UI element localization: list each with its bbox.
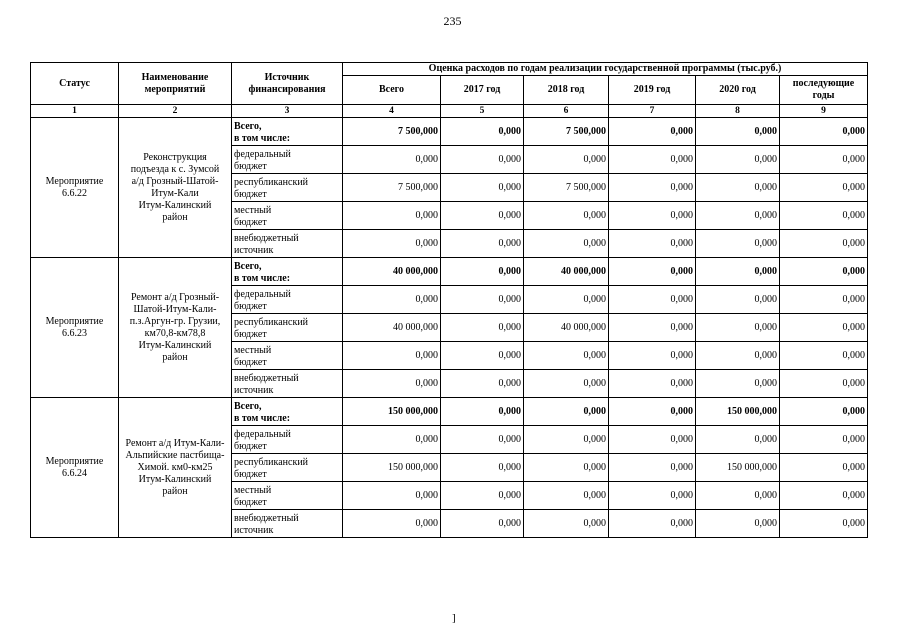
column-number: 6 xyxy=(524,105,609,118)
event-name: Реконструкция подъезда к с. Зумсой а/д Грозный-Шатой- Итум-Кали Итум-Калинский район xyxy=(119,118,232,258)
footer-mark: ] xyxy=(452,612,456,624)
header-year-2020: 2020 год xyxy=(696,76,780,105)
funding-source: местный бюджет xyxy=(232,202,343,230)
header-later-years: последующие годы xyxy=(780,76,868,105)
amount-cell: 150 000,000 xyxy=(343,454,441,482)
amount-cell: 40 000,000 xyxy=(343,258,441,286)
amount-cell: 0,000 xyxy=(696,426,780,454)
amount-cell: 0,000 xyxy=(441,454,524,482)
funding-source: федеральный бюджет xyxy=(232,286,343,314)
amount-cell: 0,000 xyxy=(780,202,868,230)
amount-cell: 150 000,000 xyxy=(696,454,780,482)
amount-cell: 0,000 xyxy=(696,314,780,342)
amount-cell: 0,000 xyxy=(696,342,780,370)
funding-source: федеральный бюджет xyxy=(232,426,343,454)
amount-cell: 0,000 xyxy=(696,370,780,398)
header-source: Источник финансирования xyxy=(232,63,343,105)
amount-cell: 0,000 xyxy=(780,174,868,202)
amount-cell: 0,000 xyxy=(696,230,780,258)
column-number: 7 xyxy=(609,105,696,118)
funding-source: внебюджетный источник xyxy=(232,230,343,258)
amount-cell: 0,000 xyxy=(441,426,524,454)
amount-cell: 0,000 xyxy=(609,146,696,174)
amount-cell: 0,000 xyxy=(343,426,441,454)
table-body xyxy=(31,118,868,538)
amount-cell: 0,000 xyxy=(441,286,524,314)
column-number-row xyxy=(31,105,868,118)
amount-cell: 0,000 xyxy=(441,118,524,146)
header-estimate-group: Оценка расходов по годам реализации государственной программы (тыс.руб.) xyxy=(343,63,868,76)
funding-source: республиканский бюджет xyxy=(232,454,343,482)
amount-cell: 0,000 xyxy=(780,510,868,538)
amount-cell: 0,000 xyxy=(609,118,696,146)
amount-cell: 0,000 xyxy=(780,286,868,314)
header-total: Всего xyxy=(343,76,441,105)
funding-source: Всего, в том числе: xyxy=(232,118,343,146)
amount-cell: 0,000 xyxy=(609,286,696,314)
column-number: 2 xyxy=(119,105,232,118)
column-number: 5 xyxy=(441,105,524,118)
event-status: Мероприятие 6.6.23 xyxy=(31,258,119,398)
amount-cell: 0,000 xyxy=(780,146,868,174)
amount-cell: 0,000 xyxy=(524,370,609,398)
event-status: Мероприятие 6.6.22 xyxy=(31,118,119,258)
table-row-total xyxy=(31,118,868,146)
amount-cell: 0,000 xyxy=(696,202,780,230)
column-number: 9 xyxy=(780,105,868,118)
funding-source: внебюджетный источник xyxy=(232,370,343,398)
amount-cell: 0,000 xyxy=(609,202,696,230)
amount-cell: 0,000 xyxy=(343,286,441,314)
funding-source: республиканский бюджет xyxy=(232,174,343,202)
amount-cell: 7 500,000 xyxy=(343,174,441,202)
expenditure-table xyxy=(30,62,868,538)
amount-cell: 0,000 xyxy=(343,342,441,370)
amount-cell: 0,000 xyxy=(441,258,524,286)
funding-source: внебюджетный источник xyxy=(232,510,343,538)
funding-source: местный бюджет xyxy=(232,342,343,370)
event-status: Мероприятие 6.6.24 xyxy=(31,398,119,538)
funding-source: Всего, в том числе: xyxy=(232,398,343,426)
amount-cell: 0,000 xyxy=(696,510,780,538)
funding-source: местный бюджет xyxy=(232,482,343,510)
amount-cell: 0,000 xyxy=(524,482,609,510)
column-number: 4 xyxy=(343,105,441,118)
funding-source: Всего, в том числе: xyxy=(232,258,343,286)
amount-cell: 0,000 xyxy=(780,482,868,510)
amount-cell: 0,000 xyxy=(609,174,696,202)
amount-cell: 0,000 xyxy=(343,370,441,398)
amount-cell: 40 000,000 xyxy=(524,258,609,286)
header-status: Статус xyxy=(31,63,119,105)
header-name: Наименование мероприятий xyxy=(119,63,232,105)
event-name: Ремонт а/д Грозный- Шатой-Итум-Кали- п.з.Аргун-гр. Грузии, км70,8-км78,8 Итум-Калинский район xyxy=(119,258,232,398)
amount-cell: 0,000 xyxy=(609,454,696,482)
amount-cell: 0,000 xyxy=(343,510,441,538)
amount-cell: 0,000 xyxy=(780,454,868,482)
amount-cell: 0,000 xyxy=(441,230,524,258)
amount-cell: 0,000 xyxy=(441,174,524,202)
amount-cell: 0,000 xyxy=(343,202,441,230)
column-number: 8 xyxy=(696,105,780,118)
funding-source: федеральный бюджет xyxy=(232,146,343,174)
amount-cell: 0,000 xyxy=(441,398,524,426)
header-year-2017: 2017 год xyxy=(441,76,524,105)
amount-cell: 0,000 xyxy=(609,510,696,538)
amount-cell: 7 500,000 xyxy=(524,118,609,146)
amount-cell: 40 000,000 xyxy=(343,314,441,342)
amount-cell: 0,000 xyxy=(524,398,609,426)
amount-cell: 0,000 xyxy=(609,314,696,342)
amount-cell: 0,000 xyxy=(609,370,696,398)
amount-cell: 0,000 xyxy=(524,510,609,538)
amount-cell: 0,000 xyxy=(780,342,868,370)
amount-cell: 150 000,000 xyxy=(696,398,780,426)
amount-cell: 0,000 xyxy=(780,118,868,146)
amount-cell: 0,000 xyxy=(524,342,609,370)
amount-cell: 0,000 xyxy=(696,258,780,286)
amount-cell: 0,000 xyxy=(343,482,441,510)
amount-cell: 0,000 xyxy=(696,174,780,202)
amount-cell: 0,000 xyxy=(441,342,524,370)
amount-cell: 0,000 xyxy=(441,482,524,510)
amount-cell: 7 500,000 xyxy=(343,118,441,146)
amount-cell: 150 000,000 xyxy=(343,398,441,426)
header-year-2019: 2019 год xyxy=(609,76,696,105)
amount-cell: 0,000 xyxy=(609,482,696,510)
amount-cell: 0,000 xyxy=(696,482,780,510)
amount-cell: 0,000 xyxy=(780,230,868,258)
amount-cell: 0,000 xyxy=(524,454,609,482)
amount-cell: 0,000 xyxy=(696,146,780,174)
amount-cell: 0,000 xyxy=(524,286,609,314)
header-year-2018: 2018 год xyxy=(524,76,609,105)
amount-cell: 0,000 xyxy=(609,258,696,286)
amount-cell: 0,000 xyxy=(609,426,696,454)
amount-cell: 7 500,000 xyxy=(524,174,609,202)
table-row-total xyxy=(31,398,868,426)
amount-cell: 0,000 xyxy=(343,146,441,174)
amount-cell: 0,000 xyxy=(343,230,441,258)
amount-cell: 0,000 xyxy=(780,426,868,454)
amount-cell: 40 000,000 xyxy=(524,314,609,342)
amount-cell: 0,000 xyxy=(441,146,524,174)
column-number: 3 xyxy=(232,105,343,118)
amount-cell: 0,000 xyxy=(441,510,524,538)
amount-cell: 0,000 xyxy=(609,398,696,426)
amount-cell: 0,000 xyxy=(524,146,609,174)
amount-cell: 0,000 xyxy=(780,258,868,286)
amount-cell: 0,000 xyxy=(696,118,780,146)
table-row-total xyxy=(31,258,868,286)
amount-cell: 0,000 xyxy=(609,230,696,258)
amount-cell: 0,000 xyxy=(441,202,524,230)
amount-cell: 0,000 xyxy=(524,230,609,258)
amount-cell: 0,000 xyxy=(441,314,524,342)
amount-cell: 0,000 xyxy=(609,342,696,370)
amount-cell: 0,000 xyxy=(780,398,868,426)
amount-cell: 0,000 xyxy=(441,370,524,398)
amount-cell: 0,000 xyxy=(524,426,609,454)
amount-cell: 0,000 xyxy=(524,202,609,230)
funding-source: республиканский бюджет xyxy=(232,314,343,342)
amount-cell: 0,000 xyxy=(696,286,780,314)
column-number: 1 xyxy=(31,105,119,118)
amount-cell: 0,000 xyxy=(780,314,868,342)
amount-cell: 0,000 xyxy=(780,370,868,398)
page-number: 235 xyxy=(443,14,462,28)
event-name: Ремонт а/д Итум-Кали- Альпийские пастбища- Химой. км0-км25 Итум-Калинский район xyxy=(119,398,232,538)
